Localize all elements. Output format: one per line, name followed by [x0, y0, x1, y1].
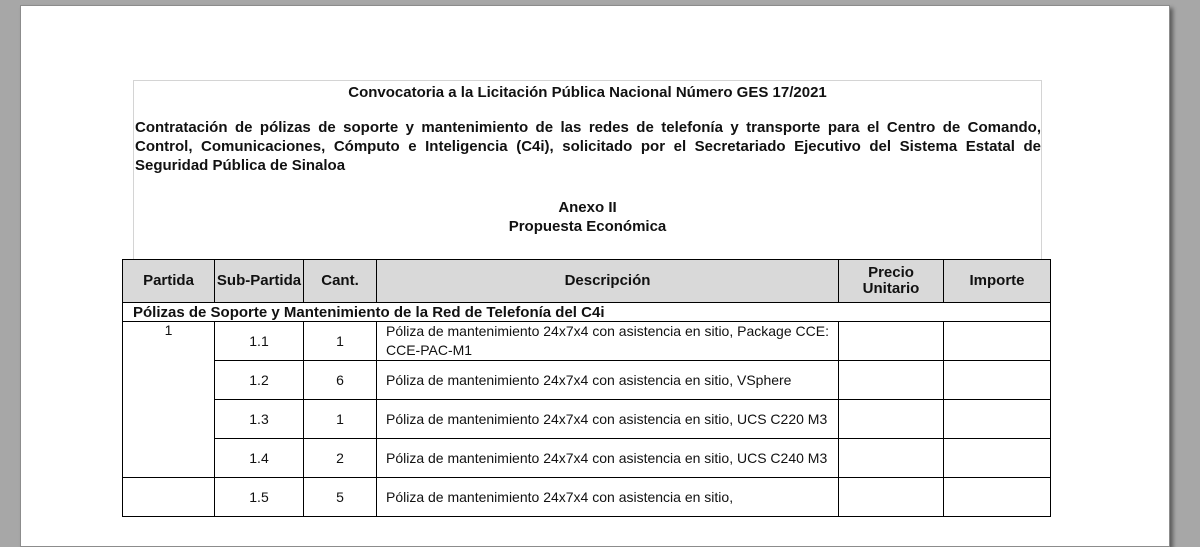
descripcion-cell: Póliza de mantenimiento 24x7x4 con asistencia en sitio, VSphere: [377, 361, 839, 400]
table-row: [123, 361, 1051, 400]
importe-cell: [944, 361, 1051, 400]
document-intro: Contratación de pólizas de soporte y mantenimiento de las redes de telefonía y transporte para el Centro de Comando, Control, Comunicaciones, Cómputo e Inteligencia (C4i), solicitado por el Secretariado Ejecutivo del Sistema Estatal de Seguridad Pública de Sinaloa: [135, 119, 1041, 174]
cant-cell: 1: [304, 322, 377, 361]
cant-cell: 1: [304, 400, 377, 439]
subpartida-cell: 1.5: [215, 478, 304, 517]
precio-cell: [839, 322, 944, 361]
precio-cell: [839, 478, 944, 517]
header-importe: Importe: [944, 260, 1051, 303]
section-row: [123, 303, 1051, 322]
importe-cell: [944, 478, 1051, 517]
subpartida-cell: 1.3: [215, 400, 304, 439]
economic-proposal-table: [122, 259, 1051, 517]
header-partida: Partida: [123, 260, 215, 303]
header-precio-unitario: Precio Unitario: [839, 260, 944, 303]
descripcion-cell: Póliza de mantenimiento 24x7x4 con asistencia en sitio, UCS C220 M3: [377, 400, 839, 439]
precio-cell: [839, 400, 944, 439]
subpartida-cell: 1.4: [215, 439, 304, 478]
cant-cell: 5: [304, 478, 377, 517]
cant-cell: 2: [304, 439, 377, 478]
table-header-row: [123, 260, 1051, 303]
partida-cell: [123, 478, 215, 517]
annex-heading: [133, 198, 1042, 236]
importe-cell: [944, 322, 1051, 361]
header-descripcion: Descripción: [377, 260, 839, 303]
descripcion-cell: Póliza de mantenimiento 24x7x4 con asistencia en sitio, Package CCE: CCE-PAC-M1: [377, 322, 839, 361]
importe-cell: [944, 439, 1051, 478]
partida-cell: 1: [123, 322, 215, 478]
precio-cell: [839, 361, 944, 400]
section-title: Pólizas de Soporte y Mantenimiento de la Red de Telefonía del C4i: [123, 303, 1051, 322]
cant-cell: 6: [304, 361, 377, 400]
header-cant: Cant.: [304, 260, 377, 303]
table-row: [123, 322, 1051, 361]
importe-cell: [944, 400, 1051, 439]
table-row: [123, 400, 1051, 439]
annex-title: Anexo II: [558, 199, 617, 216]
header-subpartida: Sub-Partida: [215, 260, 304, 303]
precio-cell: [839, 439, 944, 478]
descripcion-cell: Póliza de mantenimiento 24x7x4 con asistencia en sitio,: [377, 478, 839, 517]
subpartida-cell: 1.2: [215, 361, 304, 400]
document-title: Convocatoria a la Licitación Pública Nacional Número GES 17/2021: [348, 84, 827, 101]
annex-subtitle: Propuesta Económica: [508, 218, 667, 235]
table-row: [123, 439, 1051, 478]
descripcion-cell: Póliza de mantenimiento 24x7x4 con asistencia en sitio, UCS C240 M3: [377, 439, 839, 478]
subpartida-cell: 1.1: [215, 322, 304, 361]
table-row: [123, 478, 1051, 517]
